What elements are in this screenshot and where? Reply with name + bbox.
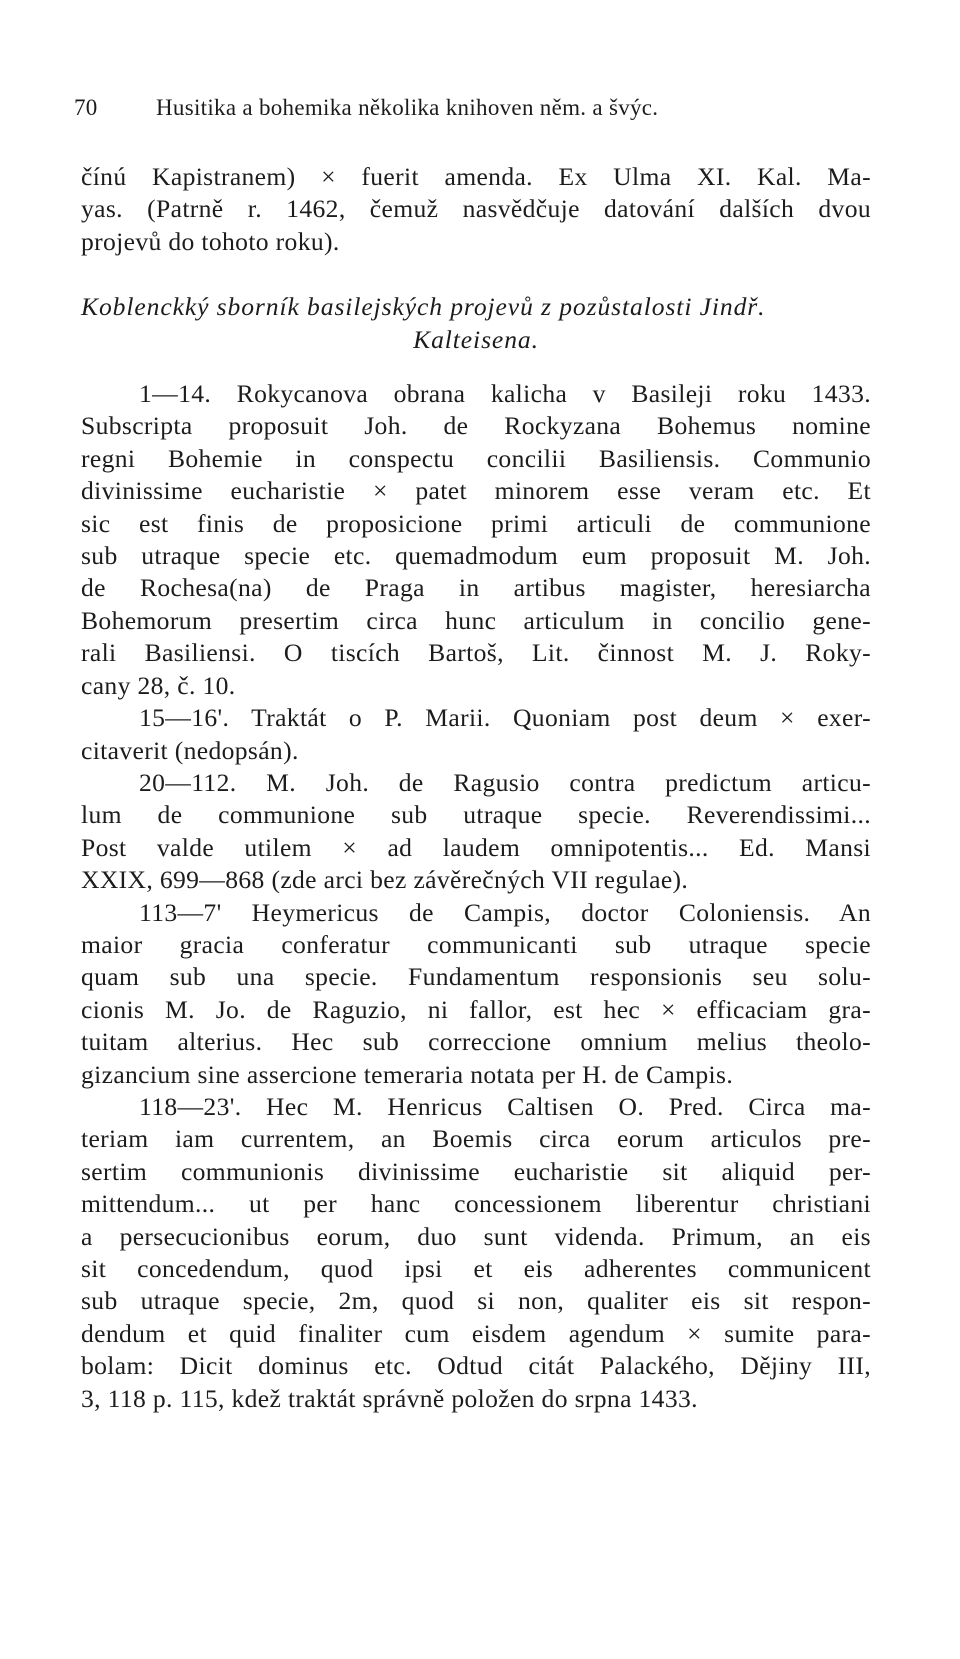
text-line: yas. (Patrně r. 1462, čemuž nasvědčuje datování dalších dvou [81, 194, 871, 224]
intro-paragraph [81, 161, 871, 258]
page-body [81, 161, 871, 1415]
text-line: lum de communione sub utraque specie. Reverendissimi... [81, 800, 871, 830]
text-line: Subscripta proposuit Joh. de Rockyzana Bohemus nomine [81, 411, 871, 441]
entry-paragraph [81, 1091, 871, 1415]
text-line: Bohemorum presertim circa hunc articulum in concilio gene- [81, 605, 871, 635]
entry-paragraph [81, 378, 871, 702]
text-line: sub utraque specie etc. quemadmodum eum proposuit M. Joh. [81, 541, 871, 571]
text-line: sub utraque specie, 2m, quod si non, qualiter eis sit respon- [81, 1286, 871, 1316]
text-line: Post valde utilem × ad laudem omnipotentis... Ed. Mansi [81, 832, 871, 862]
text-line: mittendum... ut per hanc concessionem liberentur christiani [81, 1189, 871, 1219]
text-line: sertim communionis divinissime eucharistie sit aliquid per- [81, 1156, 871, 1186]
text-line: rali Basiliensi. O tiscích Bartoš, Lit. činnost M. J. Roky- [81, 638, 871, 668]
text-line: sic est finis de proposicione primi articuli de communione [81, 508, 871, 538]
text-line: regni Bohemie in conspectu concilii Basiliensis. Communio [81, 443, 871, 473]
entry-paragraph [81, 897, 871, 1091]
text-line: sit concedendum, quod ipsi et eis adherentes communicent [81, 1254, 871, 1283]
text-line: tuitam alterius. Hec sub correccione omnium melius theolo- [81, 1027, 871, 1057]
text-line: 113—7' Heymericus de Campis, doctor Coloniensis. An [139, 897, 871, 927]
text-line: a persecucionibus eorum, duo sunt videnda. Primum, an eis [81, 1221, 871, 1251]
section-title-line: Kalteisena. [413, 324, 539, 354]
text-line: bolam: Dicit dominus etc. Odtud citát Palackého, Dějiny III, [81, 1351, 871, 1381]
text-line: maior gracia conferatur communicanti sub utraque specie [81, 929, 871, 959]
text-line: citaverit (nedopsán). [81, 735, 299, 765]
text-line: čínú Kapistranem) × fuerit amenda. Ex Ulma XI. Kal. Ma- [81, 162, 871, 191]
text-line: teriam iam currentem, an Boemis circa eorum articulos pre- [81, 1124, 871, 1154]
section-title [81, 291, 871, 356]
text-line: XXIX, 699—868 (zde arci bez závěrečných VII regulae). [81, 865, 689, 895]
text-line: 15—16'. Traktát o P. Marii. Quoniam post deum × exer- [139, 703, 871, 733]
text-line: cany 28, č. 10. [81, 670, 236, 700]
text-line: gizancium sine assercione temeraria notata per H. de Campis. [81, 1059, 734, 1089]
text-line: projevů do tohoto roku). [81, 226, 340, 256]
entry-paragraph [81, 702, 871, 767]
running-title: Husitika a bohemika několika knihoven něm. a švýc. [156, 95, 659, 120]
text-line: de Rochesa(na) de Praga in artibus magister, heresiarcha [81, 573, 871, 603]
text-line: 1—14. Rokycanova obrana kalicha v Basileji roku 1433. [139, 379, 871, 409]
text-line: dendum et quid finaliter cum eisdem agendum × sumite para- [81, 1318, 871, 1348]
text-line: divinissime eucharistie × patet minorem esse veram etc. Et [81, 476, 871, 506]
text-line: cionis M. Jo. de Raguzio, ni fallor, est hec × efficaciam gra- [81, 994, 871, 1024]
text-line: quam sub una specie. Fundamentum responsionis seu solu- [81, 962, 871, 992]
section-title-line: Koblenckký sborník basilejských projevů z pozůstalosti Jindř. [81, 292, 766, 322]
text-line: 118—23'. Hec M. Henricus Caltisen O. Pred. Circa ma- [139, 1091, 871, 1121]
text-line: 20—112. M. Joh. de Ragusio contra predictum articu- [139, 767, 871, 797]
entry-paragraph [81, 767, 871, 897]
text-line: 3, 118 p. 115, kdež traktát správně položen do srpna 1433. [81, 1383, 698, 1413]
page-number: 70 [74, 95, 98, 120]
running-header [74, 95, 874, 121]
